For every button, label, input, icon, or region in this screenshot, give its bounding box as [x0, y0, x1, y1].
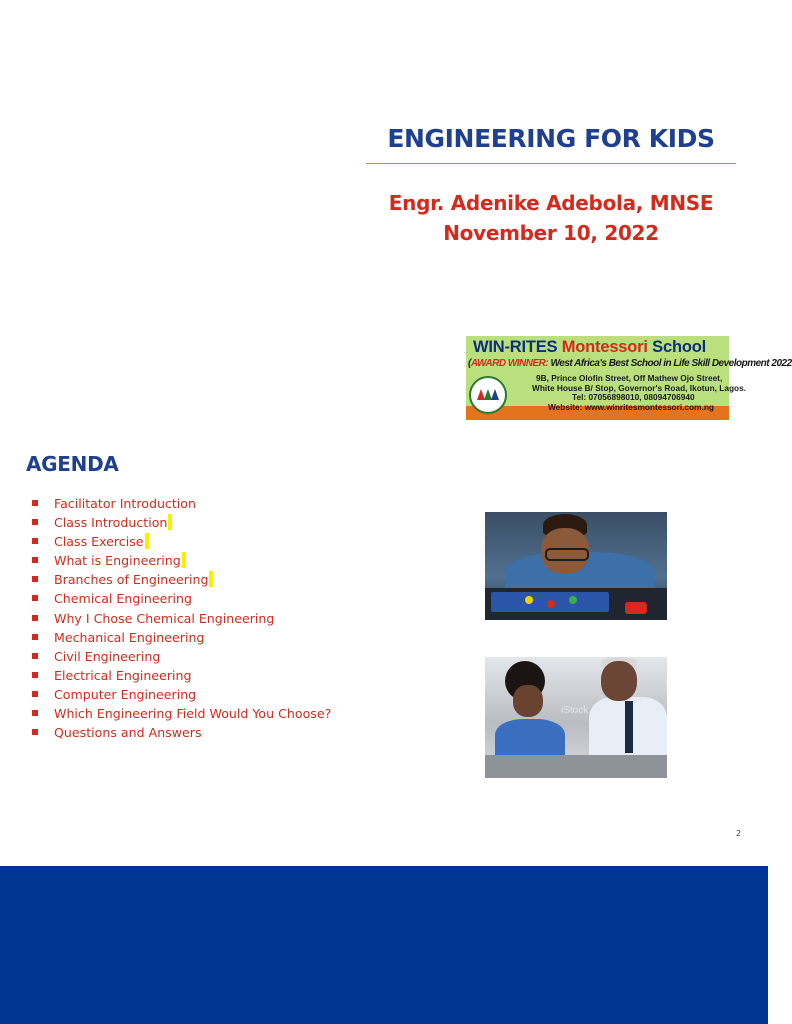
- square-bullet-icon: [32, 672, 38, 678]
- presentation-date: November 10, 2022: [443, 221, 659, 245]
- square-bullet-icon: [32, 634, 38, 640]
- agenda-item: [30, 724, 331, 743]
- square-bullet-icon: [32, 519, 38, 525]
- highlight-mark: [182, 552, 186, 568]
- agenda-item-label: Class Introduction: [54, 515, 168, 531]
- agenda-item: [30, 667, 331, 686]
- square-bullet-icon: [32, 595, 38, 601]
- banner-school-name: WIN-RITES Montessori School: [473, 338, 706, 356]
- agenda-item: [30, 648, 331, 667]
- banner-website: Website: www.winritesmontessori.com.ng: [548, 402, 714, 412]
- square-bullet-icon: [32, 710, 38, 716]
- banner-telephone: Tel: 07056898010, 08094706940: [572, 392, 695, 402]
- square-bullet-icon: [32, 615, 38, 621]
- agenda-item: [30, 514, 331, 533]
- highlight-mark: [209, 571, 213, 587]
- square-bullet-icon: [32, 576, 38, 582]
- boy-with-electronics-kit-photo: [485, 512, 667, 620]
- page-number: 2: [736, 829, 742, 838]
- agenda-item: [30, 495, 331, 514]
- banner-award: (AWARD WINNER: West Africa's Best School in Life Skill Development 2022: [468, 358, 792, 369]
- agenda-item-label: Electrical Engineering: [54, 667, 192, 683]
- agenda-item: [30, 571, 331, 590]
- agenda-item: [30, 686, 331, 705]
- agenda-item-label: Class Exercise: [54, 534, 144, 550]
- agenda-heading: AGENDA: [26, 452, 119, 476]
- highlight-mark: [145, 533, 149, 549]
- school-banner: [466, 336, 792, 420]
- square-bullet-icon: [32, 557, 38, 563]
- square-bullet-icon: [32, 729, 38, 735]
- agenda-item-label: Why I Chose Chemical Engineering: [54, 610, 275, 626]
- agenda-item-label: Which Engineering Field Would You Choose?: [54, 706, 332, 722]
- banner-address-line-2: White House B/ Stop, Governor's Road, Ikotun, Lagos.: [532, 383, 747, 393]
- agenda-item: [30, 610, 331, 629]
- footer-band: [0, 866, 768, 1024]
- agenda-item-label: Branches of Engineering: [54, 572, 209, 588]
- agenda-item-label: Mechanical Engineering: [54, 629, 205, 645]
- slide-title: ENGINEERING FOR KIDS: [387, 124, 715, 153]
- agenda-item: [30, 533, 331, 552]
- agenda-item: [30, 552, 331, 571]
- agenda-list: [30, 495, 331, 743]
- agenda-item-label: Civil Engineering: [54, 648, 161, 664]
- agenda-item: [30, 705, 331, 724]
- agenda-item-label: What is Engineering: [54, 553, 181, 569]
- girl-and-teacher-photo: [485, 657, 667, 778]
- presenter-name: Engr. Adenike Adebola, MNSE: [388, 191, 714, 215]
- banner-address-line-1: 9B, Prince Olofin Street, Off Mathew Ojo Street,: [536, 373, 723, 383]
- agenda-item-label: Questions and Answers: [54, 725, 202, 741]
- agenda-item-label: Computer Engineering: [54, 686, 197, 702]
- square-bullet-icon: [32, 538, 38, 544]
- square-bullet-icon: [32, 653, 38, 659]
- square-bullet-icon: [32, 691, 38, 697]
- agenda-item: [30, 590, 331, 609]
- photo-watermark: iStock: [561, 705, 589, 716]
- agenda-item-label: Chemical Engineering: [54, 591, 192, 607]
- square-bullet-icon: [32, 500, 38, 506]
- agenda-item: [30, 629, 331, 648]
- school-logo-icon: [469, 376, 507, 414]
- highlight-mark: [168, 514, 172, 530]
- agenda-item-label: Facilitator Introduction: [54, 496, 196, 511]
- title-underline: [366, 163, 736, 164]
